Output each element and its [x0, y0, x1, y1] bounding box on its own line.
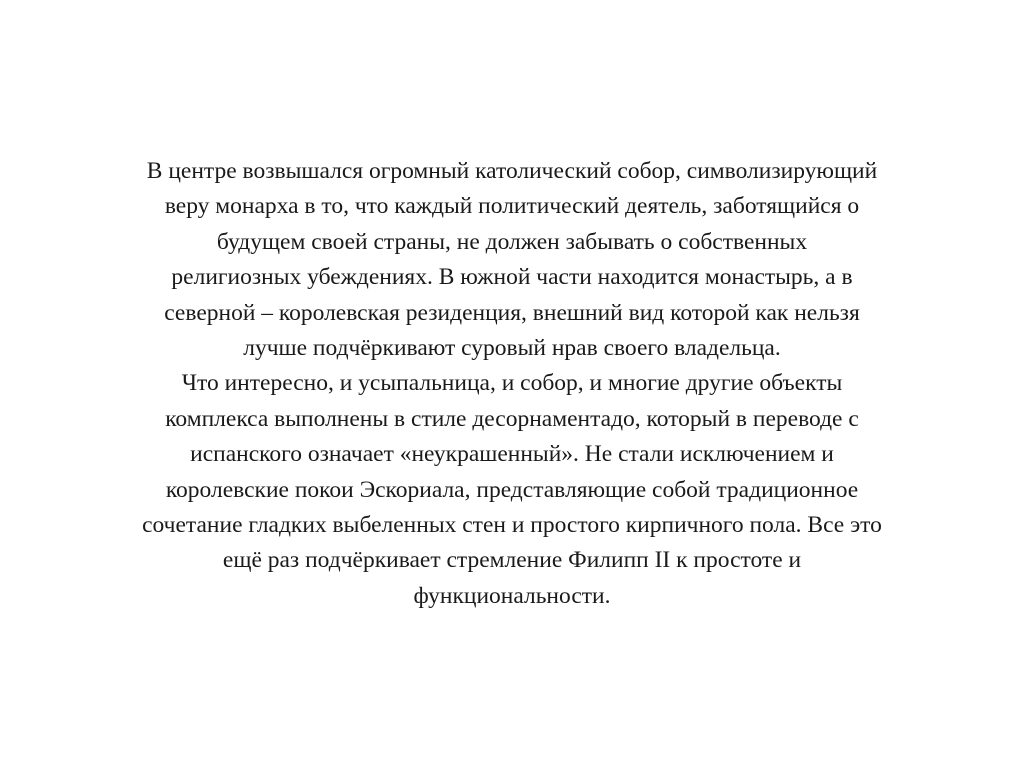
- text-line: королевские покои Эскориала, представляющие собой традиционное: [165, 476, 859, 503]
- text-line: лучше подчёркивают суровый нрав своего владельца.: [243, 335, 781, 362]
- text-line: В центре возвышался огромный католический собор, символизирующий: [146, 158, 878, 184]
- text-line: ещё раз подчёркивает стремление Филипп II к простоте и: [222, 547, 802, 574]
- text-line: Что интересно, и усыпальница, и собор, и многие другие объекты: [181, 370, 843, 397]
- text-line: функциональности.: [413, 582, 611, 609]
- text-line: северной – королевская резиденция, внешний вид которой как нельзя: [164, 299, 860, 326]
- text-line: религиозных убеждениях. В южной части находится монастырь, а в: [171, 264, 853, 291]
- text-line: будущем своей страны, не должен забывать о собственных: [216, 228, 808, 255]
- text-line: комплекса выполнены в стиле десорнаментадо, который в переводе с: [165, 405, 859, 432]
- text-line: испанского означает «неукрашенный». Не стали исключением и: [190, 441, 834, 468]
- text-line: веру монарха в то, что каждый политический деятель, заботящийся о: [164, 193, 860, 220]
- text-line: сочетание гладких выбеленных стен и простого кирпичного пола. Все это: [142, 512, 882, 539]
- body-text: [60, 154, 964, 614]
